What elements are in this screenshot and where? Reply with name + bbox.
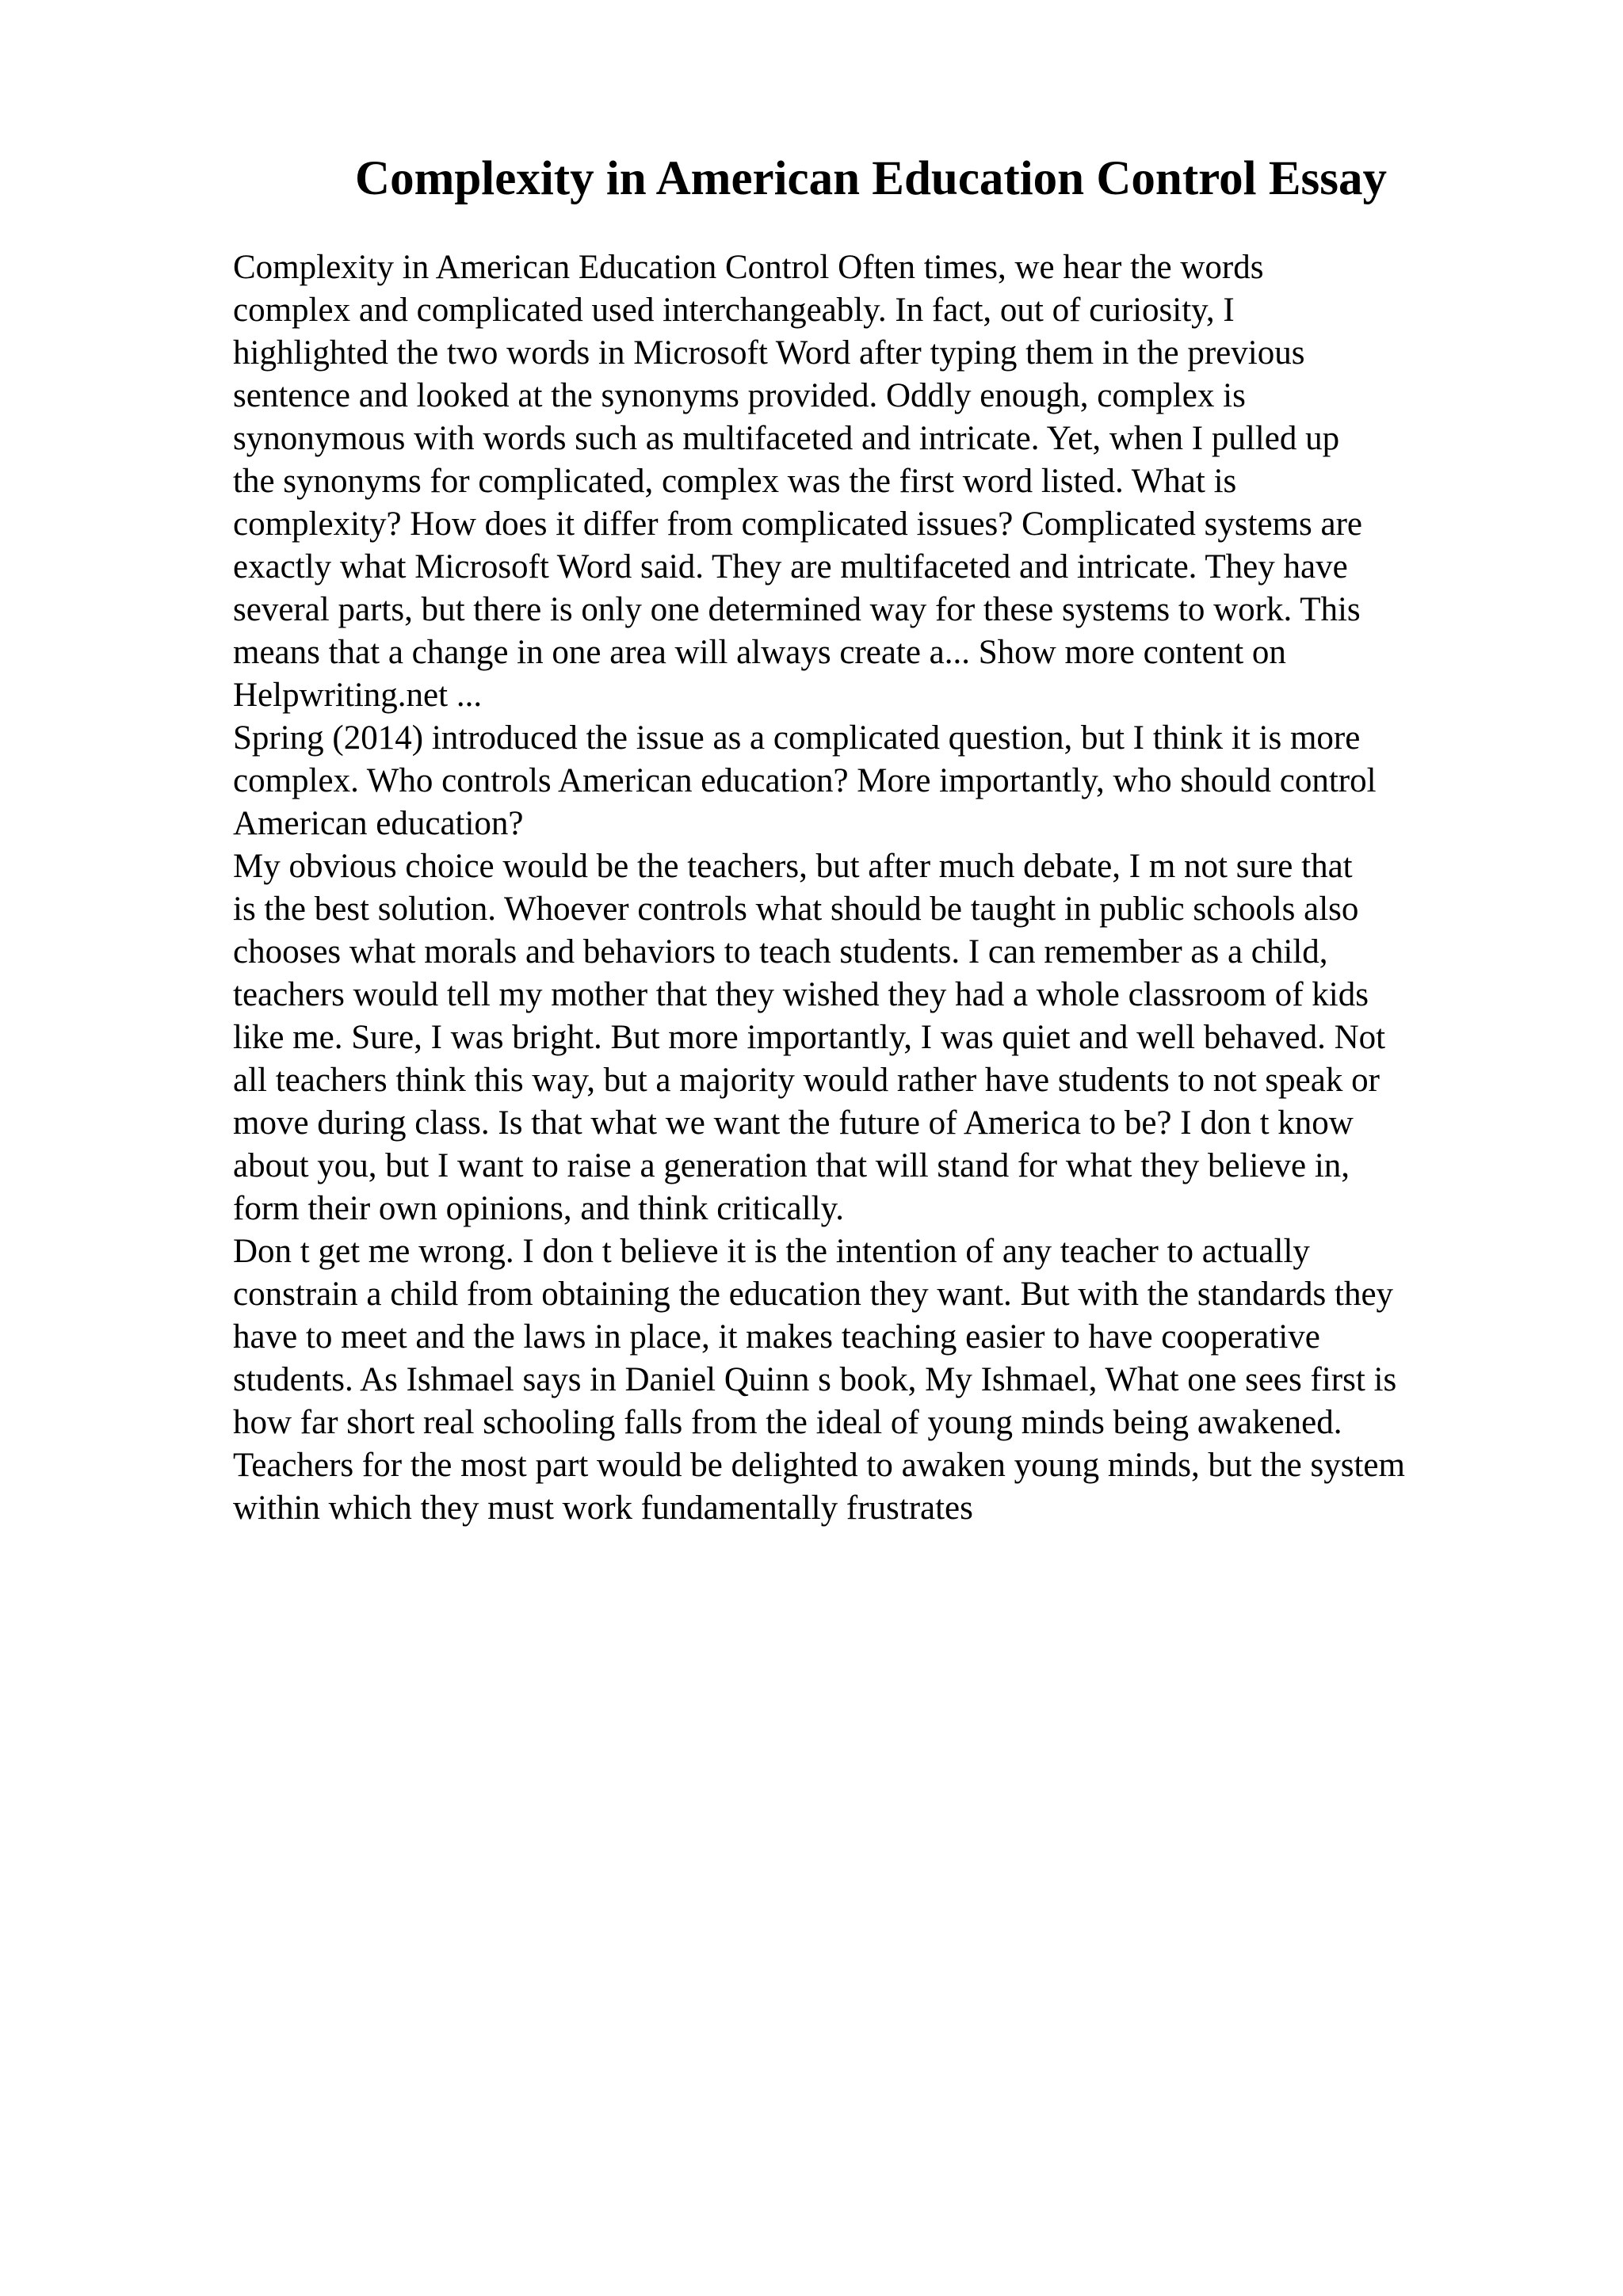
body-line: Don t get me wrong. I don t believe it is the intention of any teacher to actually (233, 1233, 1310, 1270)
body-line: constrain a child from obtaining the education they want. But with the standards they (233, 1276, 1394, 1313)
document-body (233, 246, 1517, 1530)
body-line: students. As Ishmael says in Daniel Quinn s book, My Ishmael, What one sees first is (233, 1361, 1397, 1398)
body-line: complex. Who controls American education? More importantly, who should control (233, 762, 1377, 799)
body-line: several parts, but there is only one determined way for these systems to work. This (233, 591, 1361, 628)
body-line: is the best solution. Whoever controls what should be taught in public schools also (233, 891, 1359, 928)
body-line: all teachers think this way, but a majority would rather have students to not speak or (233, 1062, 1380, 1099)
body-line: like me. Sure, I was bright. But more importantly, I was quiet and well behaved. Not (233, 1019, 1386, 1056)
body-line: exactly what Microsoft Word said. They are multifaceted and intricate. They have (233, 548, 1348, 585)
body-line: have to meet and the laws in place, it makes teaching easier to have cooperative (233, 1318, 1320, 1356)
body-line: form their own opinions, and think critically. (233, 1190, 845, 1227)
body-line: Complexity in American Education Control Often times, we hear the words (233, 249, 1264, 286)
body-line: chooses what morals and behaviors to teach students. I can remember as a child, (233, 933, 1328, 971)
body-line: American education? (233, 805, 524, 842)
body-line: sentence and looked at the synonyms provided. Oddly enough, complex is (233, 377, 1246, 414)
body-line: Helpwriting.net ... (233, 677, 483, 714)
body-line: synonymous with words such as multifaceted and intricate. Yet, when I pulled up (233, 420, 1340, 457)
body-line: means that a change in one area will always create a... Show more content on (233, 634, 1286, 671)
body-line: complexity? How does it differ from complicated issues? Complicated systems are (233, 505, 1363, 543)
body-line: how far short real schooling falls from the ideal of young minds being awakened. (233, 1404, 1342, 1441)
body-line: Teachers for the most part would be delighted to awaken young minds, but the system (233, 1447, 1405, 1484)
body-line: teachers would tell my mother that they wished they had a whole classroom of kids (233, 976, 1369, 1013)
body-line: about you, but I want to raise a generation that will stand for what they believe in, (233, 1147, 1350, 1184)
body-line: Spring (2014) introduced the issue as a complicated question, but I think it is more (233, 719, 1361, 757)
body-line: complex and complicated used interchangeably. In fact, out of curiosity, I (233, 292, 1235, 329)
body-line: My obvious choice would be the teachers, but after much debate, I m not sure that (233, 848, 1353, 885)
body-line: highlighted the two words in Microsoft Word after typing them in the previous (233, 334, 1305, 372)
body-line: within which they must work fundamentally frustrates (233, 1489, 973, 1527)
body-line: the synonyms for complicated, complex was the first word listed. What is (233, 463, 1237, 500)
document-title: Complexity in American Education Control Essay (355, 152, 1387, 205)
body-line: move during class. Is that what we want the future of America to be? I don t know (233, 1104, 1354, 1142)
